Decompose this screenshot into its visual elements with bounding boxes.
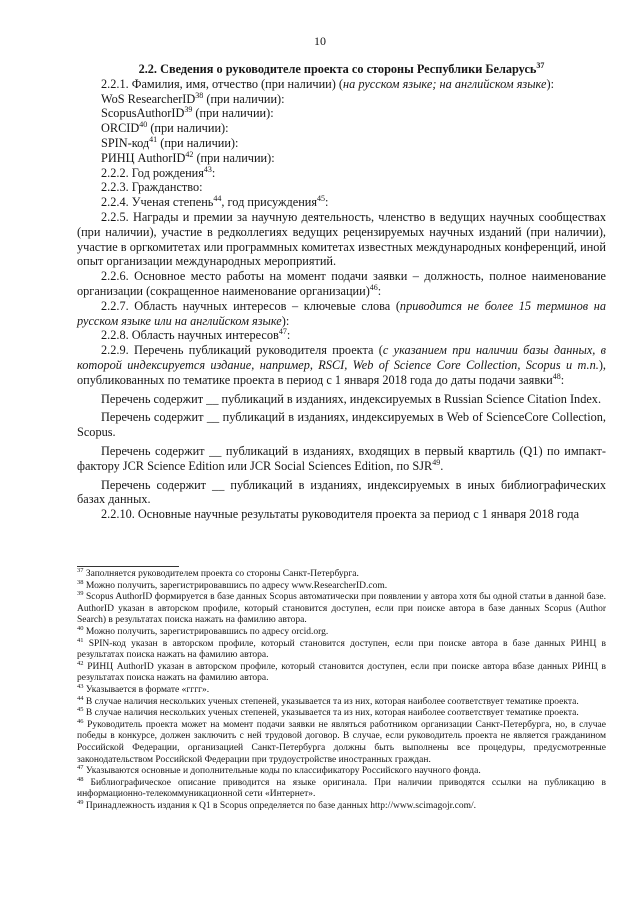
footnote: $^{44}$ В случае наличия нескольких ученых степеней, указывается та из них, которая наиболее соответствует тематике проекта. <box>77 694 579 707</box>
footnote: $^{41}$ SPIN-код указан в авторском профиле, который становится доступен, если при поиске автора в базе данных РИНЦ в результатах поиска нажать на фамилию автора. <box>77 636 606 661</box>
field-orcid: ORCID$^{40}$ (при наличии): <box>101 120 229 136</box>
field-rinc-author-id: РИНЦ AuthorID$^{42}$ (при наличии): <box>101 149 275 165</box>
field-full-name: 2.2.1. Фамилия, имя, отчество (при наличии) (на русском языке; на английском языке): <box>101 76 554 91</box>
footnotes <box>77 566 606 812</box>
footnote-separator <box>77 566 179 567</box>
section-heading: 2.2. Сведения о руководителе проекта со стороны Республики Беларусь$^{37}$ <box>138 60 545 76</box>
field-wos-researcher-id: WoS ResearcherID$^{38}$ (при наличии): <box>101 90 285 106</box>
field-main-results: 2.2.10. Основные научные результаты руководителя проекта за период с 1 января 2018 года <box>101 507 580 522</box>
footnote: $^{49}$ Принадлежность издания к Q1 в Scopus определяется по базе данных http://www.scimagojr.com/. <box>77 798 476 811</box>
publications-count-wos-scopus: Перечень содержит __ публикаций в изданиях, индексируемых в Web of ScienceCore Collection, Scopus. <box>77 410 606 440</box>
publications-count-other: Перечень содержит __ публикаций в изданиях, индексируемых в иных библиографических базах данных. <box>77 477 606 507</box>
footnote: $^{48}$ Библиографическое описание приводится на языке оригинала. При наличии приводятся ссылки на публикацию в информационно-телекоммуникационной сети «Интернет». <box>77 775 606 800</box>
footnote: $^{42}$ РИНЦ AuthorID указан в авторском профиле, который становится доступен, если при поиске автора вбазе данных РИНЦ в результатах поиска нажать на фамилию автора. <box>77 659 606 684</box>
publications-count-rsci: Перечень содержит __ публикаций в изданиях, индексируемых в Russian Science Citation Index. <box>101 391 602 406</box>
field-birth-year: 2.2.2. Год рождения$^{43}$: <box>101 164 216 180</box>
footnote: $^{47}$ Указываются основные и дополнительные коды по классификатору Российского научного фонда. <box>77 763 481 777</box>
footnote: $^{40}$ Можно получить, зарегистрировавшись по адресу orcid.org. <box>77 624 329 637</box>
footnote: $^{39}$ Scopus AuthorID формируется в базе данных Scopus автоматически при появлении у автора хотя бы одной статьи в данной базе. AuthorID указан в авторском профиле, который становится доступен, если при поиске автора в базе данных Scopus (Author Search) в результатах поиска нажать на фамилию автора. <box>77 590 606 626</box>
field-citizenship: 2.2.3. Гражданство: <box>101 180 203 195</box>
footnote: $^{37}$ Заполняется руководителем проекта со стороны Санкт-Петербурга. <box>77 566 359 579</box>
field-workplace: 2.2.6. Основное место работы на момент подачи заявки – должность, полное наименование организации (сокращенное наименование организации)$^{46}$: <box>77 269 606 298</box>
field-spin-code: SPIN-код$^{41}$ (при наличии): <box>101 134 239 150</box>
footnote: $^{38}$ Можно получить, зарегистрировавшись по адресу www.ResearcherID.com. <box>77 578 388 591</box>
footnote: $^{45}$ В случае наличия нескольких ученых степеней, указывается та из них, которая наиболее соответствует тематике проекта. <box>77 705 579 719</box>
footnote: $^{43}$ Указывается в формате «гггг». <box>77 682 210 695</box>
field-awards: 2.2.5. Награды и премии за научную деятельность, членство в ведущих научных сообществах (при наличии), участие в редколлегиях ведущих рецензируемых научных изданий (при наличии), участие в оргкомитетах или программных комитетах известных международных конференций, иной опыт организации международных мероприятий. <box>77 209 606 269</box>
footnote: $^{46}$ Руководитель проекта может на момент подачи заявки не являться работником организации Санкт-Петербурга, но, в случае победы в конкурсе, должен заключить с ней трудовой договор. В случае, если руководитель проекта не является гражданином Российской Федерации, организацией Санкт-Петербурга должны быть выполнены все процедуры, предусмотренные законодательством Российской Федерации при трудоустройстве иностранных граждан. <box>77 717 606 765</box>
publications-count-q1: Перечень содержит __ публикаций в изданиях, входящих в первый квартиль (Q1) по импакт-фактору JCR Science Edition или JCR Social Sciences Edition, по SJR$^{49}$. <box>77 443 606 473</box>
field-academic-degree: 2.2.4. Ученая степень$^{44}$, год присуждения$^{45}$: <box>101 194 329 210</box>
section-body <box>77 62 606 522</box>
page-number: 10 <box>314 34 326 48</box>
field-research-interests: 2.2.8. Область научных интересов$^{47}$: <box>101 327 291 343</box>
field-publications: 2.2.9. Перечень публикаций руководителя проекта (с указанием при наличии базы данных, в которой индексируется издание, например, RSCI, Web of Science Core Collection, Scopus и т.п.), опубликованных по тематике проекта в период с 1 января 2018 года до даты подачи заявки$^{48}$: <box>77 343 606 387</box>
field-scopus-author-id: ScopusAuthorID$^{39}$ (при наличии): <box>101 105 274 121</box>
footnote-ref: 37 <box>536 60 545 70</box>
field-keywords: 2.2.7. Область научных интересов – ключевые слова (приводится не более 15 терминов на русском языке или на английском языке): <box>77 298 606 328</box>
